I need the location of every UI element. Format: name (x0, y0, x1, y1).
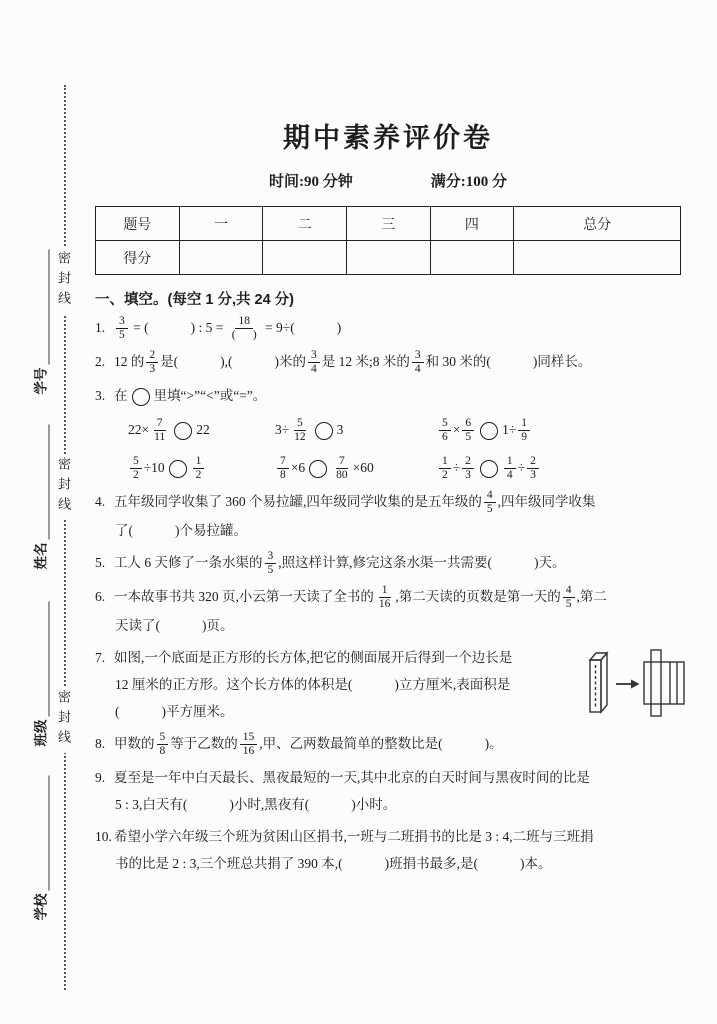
answer-blank: ( ) (128, 522, 180, 538)
text-run: 3 (336, 421, 344, 437)
text-run: ×60 (352, 459, 374, 475)
name-blank-line (34, 425, 50, 540)
fraction-denominator: 3 (149, 363, 156, 376)
text-run: 小时,黑夜有 (233, 796, 305, 812)
fraction (193, 455, 205, 483)
fraction-numerator: 5 (130, 455, 142, 470)
questions-list (95, 314, 681, 877)
fraction (462, 455, 474, 483)
class-blank-line (34, 602, 50, 717)
comparison-circle (315, 422, 333, 440)
fraction-numerator: 2 (527, 455, 539, 470)
text-run: ,四年级同学收集 (497, 493, 596, 509)
fraction-denominator: 3 (530, 469, 536, 482)
score-cell (346, 241, 430, 275)
score-table-col-4: 四 (430, 207, 514, 241)
page-title: 期中素养评价卷 (283, 123, 493, 153)
question-number: 5. (95, 554, 106, 570)
text-run: 和 30 米的 (425, 353, 487, 369)
fraction-denominator: 4 (311, 363, 317, 376)
fraction-denominator: 3 (465, 469, 471, 482)
comparison-item (128, 416, 275, 445)
question-line (95, 488, 681, 517)
question-7 (95, 644, 681, 725)
answer-blank: ( ) (486, 353, 538, 369)
question-number: 2. (95, 353, 106, 369)
score-table-col-1: 一 (179, 207, 263, 241)
text-run: 是 12 米;8 米的 (321, 353, 410, 369)
fraction (527, 455, 539, 483)
text-run: 22 (196, 421, 210, 437)
comparison-item (275, 416, 437, 445)
question-number: 6. (95, 588, 106, 604)
fraction (116, 315, 128, 343)
answer-blank: ( ) (144, 320, 196, 335)
fraction (439, 455, 451, 483)
text-run: 等于乙数的 (170, 735, 238, 751)
fraction-numerator: 3 (308, 349, 320, 364)
answer-blank: ( ) (115, 703, 166, 719)
question-line (95, 583, 681, 612)
fraction-denominator: 80 (336, 469, 348, 482)
fraction-numerator: 3 (412, 349, 424, 364)
text-run: 3÷ (275, 421, 290, 437)
text-run: 个易拉罐。 (179, 522, 247, 538)
question-4 (95, 488, 681, 544)
question-3 (95, 382, 681, 483)
fraction-numerator: 2 (462, 455, 474, 470)
text-run: 立方厘米,表面积是 (398, 676, 511, 692)
prism-net-drawing (585, 644, 687, 724)
fraction-denominator: 16 (378, 598, 391, 611)
fraction-denominator: 5 (119, 329, 125, 342)
text-run: 在 (114, 387, 128, 403)
question-number: 8. (95, 735, 106, 751)
comparison-circle (174, 422, 192, 440)
section-1-heading: 一、填空。(每空 1 分,共 24 分) (95, 292, 294, 308)
score-cell (514, 241, 681, 275)
text-run: 甲数的 (114, 735, 155, 751)
text-run: ,第二 (576, 588, 607, 604)
fraction-numerator: 3 (116, 315, 128, 330)
student-id-blank-line (34, 250, 50, 365)
question-line (95, 382, 681, 409)
text-run: = (129, 320, 145, 335)
fraction-numerator: 6 (462, 417, 474, 432)
fraction-denominator: 6 (442, 431, 448, 444)
question-line (95, 314, 681, 343)
score-table-corner: 题号 (96, 207, 180, 241)
fraction-denominator: 5 (565, 598, 572, 611)
fraction (265, 550, 277, 578)
fraction (518, 417, 530, 445)
fraction (439, 417, 451, 445)
score-table-score-row (96, 241, 681, 275)
score-table-col-2: 二 (263, 207, 347, 241)
text-run: 天读了 (115, 617, 156, 633)
fraction (484, 489, 496, 517)
text-run: 平方厘米。 (166, 703, 234, 719)
text-run: 。 (489, 735, 503, 751)
seal-line-text: 密封线 (54, 248, 73, 314)
score-table-header-row (96, 207, 681, 241)
text-run: 小时。 (355, 796, 397, 812)
fraction-denominator: 11 (154, 431, 166, 444)
text-run: 夏至是一年中白天最长、黑夜最短的一天,其中北京的白天时间与黑夜时间的比是 (114, 769, 590, 785)
answer-blank: ( ) (438, 735, 490, 751)
class-label: 班级 (33, 719, 49, 747)
text-run: 五年级同学收集了 360 个易拉罐,四年级同学收集的是五年级的 (114, 493, 482, 509)
comparison-circle (169, 460, 187, 478)
fraction (308, 349, 320, 377)
text-run: ×6 (290, 459, 306, 475)
text-run: 里填“>”“<”或“=”。 (153, 387, 267, 403)
text-run: 12 的 (114, 353, 145, 369)
seal-line-text: 密封线 (54, 454, 73, 520)
exam-meta (95, 170, 681, 191)
fraction (277, 455, 289, 483)
fraction-numerator: 5 (157, 731, 169, 746)
school-blank-line (34, 776, 50, 891)
answer-blank: ( ) (173, 353, 225, 369)
comparison-item (128, 454, 275, 483)
fraction-denominator: 12 (294, 431, 306, 444)
question-line (95, 764, 681, 791)
fraction-numerator: 18 (235, 315, 253, 330)
fraction-numerator: 1 (504, 455, 516, 470)
fraction-numerator: 4 (484, 489, 496, 504)
class-field (28, 602, 50, 747)
fraction (504, 455, 516, 483)
text-run: ÷ (517, 459, 526, 475)
question-1 (95, 314, 681, 343)
score-cell (430, 241, 514, 275)
fraction-numerator: 5 (439, 417, 451, 432)
text-run: 同样长。 (537, 353, 592, 369)
fraction (376, 584, 394, 612)
fraction (462, 417, 474, 445)
text-run: 页。 (206, 617, 234, 633)
text-run: ÷ (452, 459, 461, 475)
fraction (240, 731, 258, 759)
score-cell (179, 241, 263, 275)
fraction-numerator: 1 (439, 455, 451, 470)
comparison-circle (132, 388, 150, 406)
name-label: 姓名 (33, 542, 49, 570)
answer-blank: ( ) (304, 796, 356, 812)
question-line (95, 850, 681, 877)
text-run: 5 : 3,白天有 (115, 796, 183, 812)
school-field (28, 776, 50, 921)
question-8 (95, 730, 681, 759)
fraction (151, 417, 168, 445)
text-run: 天。 (538, 554, 566, 570)
score-table-col-3: 三 (346, 207, 430, 241)
exam-full-score: 满分:100 分 (430, 174, 507, 190)
fraction-denominator: 2 (133, 469, 139, 482)
question-number: 10. (95, 828, 112, 844)
question-line (95, 612, 681, 639)
fraction-denominator: 2 (442, 469, 448, 482)
text-run: 米的 (279, 353, 306, 369)
fraction-denominator: 2 (195, 469, 202, 482)
student-id-field (28, 250, 50, 395)
fraction-numerator: 3 (265, 550, 277, 565)
comparison-item (437, 416, 681, 445)
question-number: 7. (95, 649, 106, 665)
question-9 (95, 764, 681, 818)
text-run: 本。 (524, 855, 552, 871)
comparison-circle (309, 460, 327, 478)
fraction-denominator: 5 (465, 431, 472, 444)
fraction-numerator: 1 (379, 584, 391, 599)
fraction (130, 455, 142, 483)
answer-blank: ( ) (487, 554, 539, 570)
answer-blank: ( ) (182, 796, 234, 812)
exam-time: 时间:90 分钟 (269, 174, 353, 190)
comparison-item (437, 454, 681, 483)
text-run: ,甲、乙两数最简单的整数比是 (259, 735, 439, 751)
fraction-denominator: 5 (486, 503, 493, 516)
text-run: 班捐书最多,是 (389, 855, 474, 871)
comparison-circle (480, 460, 498, 478)
name-field (28, 425, 50, 570)
fraction-numerator: 7 (277, 455, 289, 470)
question-6 (95, 583, 681, 639)
student-id-label: 学号 (33, 367, 49, 395)
fraction-numerator: 7 (154, 417, 166, 432)
answer-blank: ( ) (473, 855, 525, 871)
text-run: ,照这样计算,修完这条水渠一共需要 (278, 554, 488, 570)
fraction-denominator: 4 (506, 469, 513, 482)
fraction (412, 349, 424, 377)
question-line (95, 348, 681, 377)
text-run: 了 (115, 522, 129, 538)
seal-dotted-line (64, 85, 66, 990)
fraction (291, 417, 309, 445)
question-number: 1. (95, 320, 106, 335)
text-run: 12 厘米的正方形。这个长方体的体积是 (115, 676, 348, 692)
fraction-numerator: 4 (563, 584, 575, 599)
answer-blank: ( ) (347, 676, 399, 692)
fraction-denominator: 8 (159, 745, 166, 758)
text-run: 工人 6 天修了一条水渠的 (114, 554, 263, 570)
fraction-numerator: 15 (240, 731, 258, 746)
fraction-denominator: 8 (280, 469, 286, 482)
score-row-label: 得分 (96, 241, 180, 275)
question-line (95, 549, 681, 578)
fraction-denominator: 5 (267, 564, 274, 577)
text-run: , (224, 353, 228, 369)
comparison-grid (128, 416, 681, 483)
question-number: 3. (95, 387, 106, 403)
question-number: 4. (95, 493, 106, 509)
question-2 (95, 348, 681, 377)
school-label: 学校 (33, 893, 49, 921)
comparison-circle (480, 422, 498, 440)
fraction (563, 584, 575, 612)
question-line (95, 730, 681, 759)
text-run: ,第二天读的页数是第一天的 (395, 588, 561, 604)
fraction-numerator: 1 (193, 455, 205, 470)
text-run: 希望小学六年级三个班为贫困山区捐书,一班与二班捐书的比是 3 : 4,二班与三班捐 (114, 828, 594, 844)
text-run: ÷10 (143, 459, 165, 475)
text-run: 书的比是 2 : 3,三个班总共捐了 390 本, (115, 855, 339, 871)
answer-blank: ( ) (338, 855, 390, 871)
fraction-numerator: 1 (518, 417, 530, 432)
exam-paper (95, 116, 681, 877)
fraction (157, 731, 169, 759)
text-run: = 9÷ (261, 320, 291, 335)
fraction-denominator: 9 (521, 431, 528, 444)
question-line (95, 823, 681, 850)
fraction (333, 455, 351, 483)
text-run: × (452, 421, 461, 437)
fraction-numerator: 7 (336, 455, 348, 470)
comparison-item (275, 454, 437, 483)
fraction-numerator: 5 (294, 417, 306, 432)
seal-line-text: 密封线 (54, 687, 73, 753)
question-line (95, 517, 681, 544)
fraction-denominator: ( ) (231, 329, 257, 342)
text-run: 是 (160, 353, 174, 369)
answer-blank: ( ) (228, 353, 279, 369)
text-run: 一本故事书共 320 页,小云第一天读了全书的 (114, 588, 374, 604)
text-run: 如图,一个底面是正方形的长方体,把它的侧面展开后得到一个边长是 (114, 649, 513, 665)
question-number: 9. (95, 769, 106, 785)
score-table (95, 206, 681, 275)
answer-blank: ( ) (155, 617, 207, 633)
fraction-denominator: 4 (414, 363, 421, 376)
fraction (146, 349, 158, 377)
text-run: : 5 = (195, 320, 227, 335)
question-5 (95, 549, 681, 578)
text-run: 22× (128, 421, 150, 437)
fraction (229, 315, 260, 343)
question-line (95, 791, 681, 818)
question-10 (95, 823, 681, 877)
fraction-denominator: 16 (242, 745, 255, 758)
score-table-col-total: 总分 (514, 207, 681, 241)
score-cell (263, 241, 347, 275)
answer-blank: ( ) (290, 320, 342, 335)
fraction-numerator: 2 (146, 349, 158, 364)
text-run: 1÷ (502, 421, 517, 437)
prism-net-figure (585, 644, 687, 724)
